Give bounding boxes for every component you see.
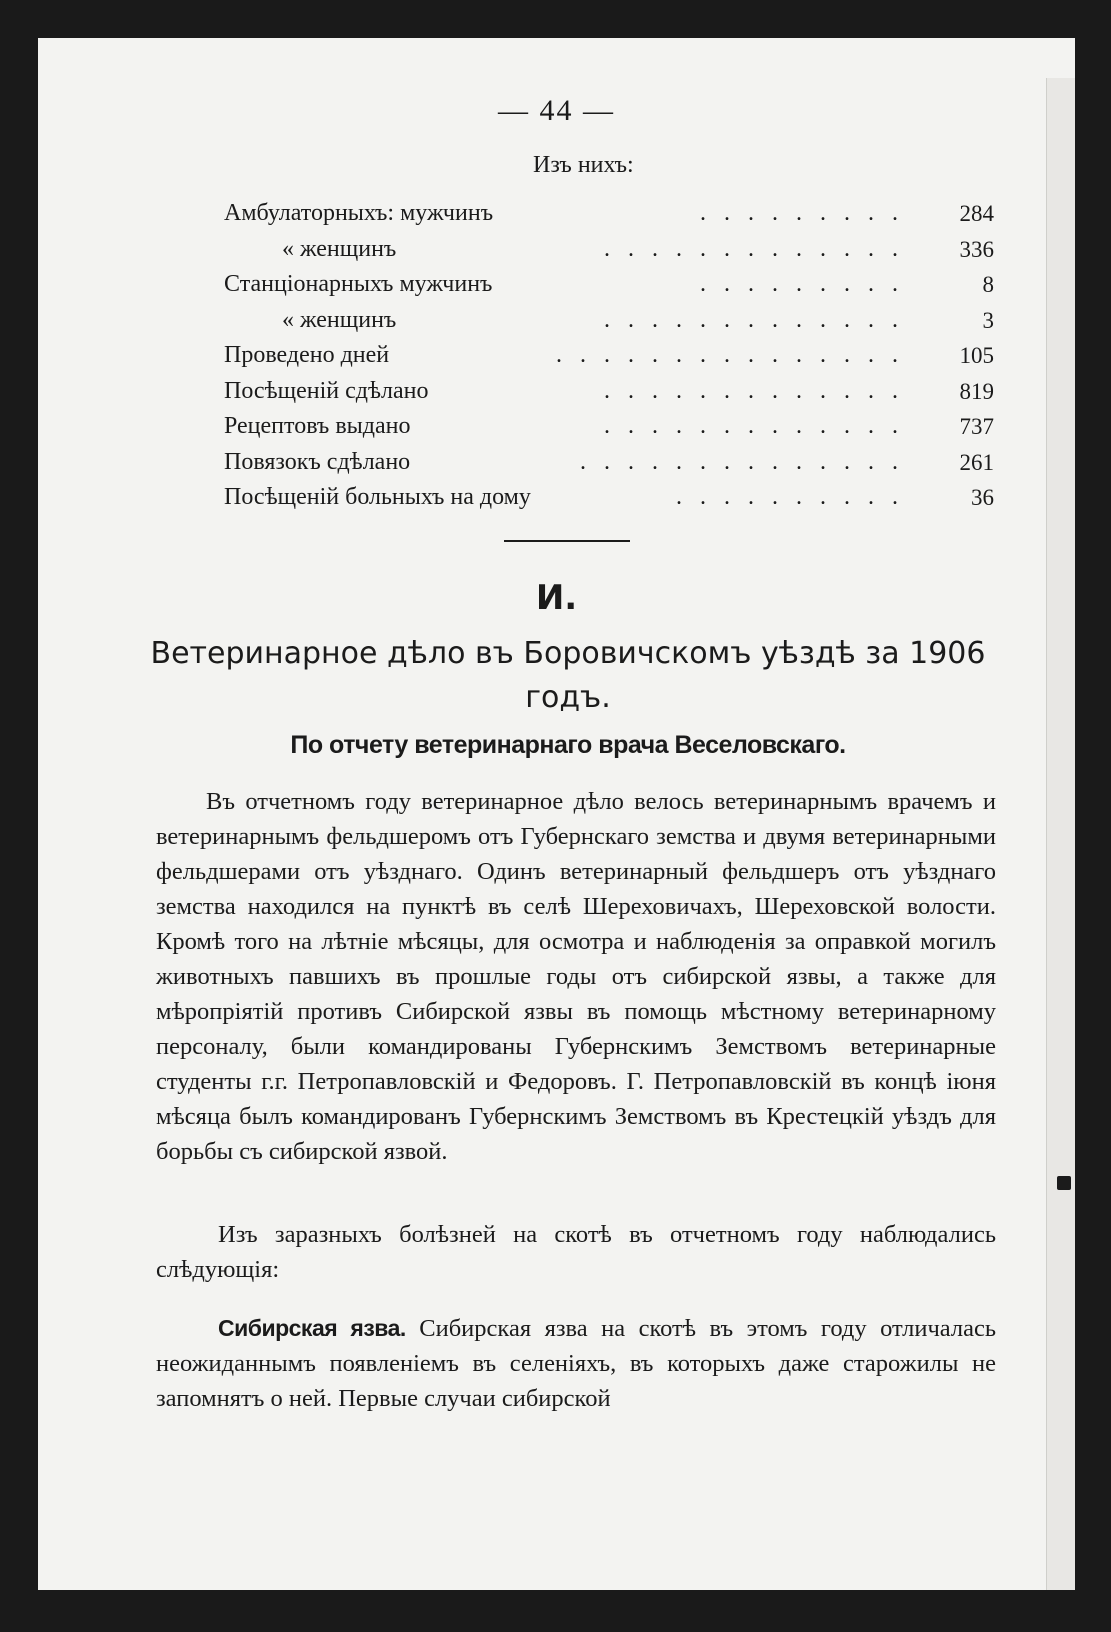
anthrax-term: Сибирская язва. [218,1315,406,1341]
stat-label: « женщинъ [282,235,397,262]
stat-row [224,267,994,303]
stat-row [224,374,994,410]
leader-dots: . . . . . . . . . . . . . [604,235,904,262]
stat-row [224,409,994,445]
anthrax-text: Сибирская язва на скотѣ въ этомъ году отличалась неожиданнымъ появленіемъ въ селеніяхъ, въ которыхъ даже старожилы не запомнятъ о ней. Первые случаи сибирской [156,1315,997,1412]
section-subtitle: По отчету ветеринарнаго врача Веселовскаго. [290,731,846,759]
stat-value: 737 [959,414,994,439]
section-title: Ветеринарное дѣло въ Боровичскомъ уѣздѣ за 1906 годъ. [150,636,986,715]
stat-value: 284 [959,201,994,226]
stat-value: 261 [959,449,994,475]
stat-value: 336 [959,236,994,262]
stat-row [224,232,994,268]
stats-heading: Изъ нихъ: [533,152,634,178]
page-number: — 44 — [498,94,615,127]
paragraph-diseases-intro: Изъ заразныхъ болѣзней на скотѣ въ отчетномъ году наблюдались слѣдующія: [156,1221,996,1283]
stat-label: Повязокъ сдѣлано [224,448,411,475]
stat-row [224,445,994,481]
stat-row [224,480,994,516]
leader-dots: . . . . . . . . . . . . . . [580,448,904,475]
stat-label: Рецептовъ выдано [224,413,411,439]
leader-dots: . . . . . . . . . . . . . [604,413,904,439]
stat-label: Амбулаторныхъ: мужчинъ [224,200,494,226]
stat-label: Посѣщеній больныхъ на дому [224,484,531,510]
leader-dots: . . . . . . . . . . . . . [604,306,904,333]
page-content [38,38,1075,1590]
stat-row [224,196,994,232]
statistics-list [224,196,994,516]
stat-value: 105 [959,343,994,368]
page-tab-mark [1057,1176,1071,1190]
leader-dots: . . . . . . . . . . [676,484,904,510]
stat-value: 819 [959,378,994,404]
stat-label: « женщинъ [282,306,397,333]
paragraph-anthrax [156,1311,996,1416]
leader-dots: . . . . . . . . . [700,200,904,226]
stat-label: Посѣщеній сдѣлано [224,377,429,404]
stat-value: 36 [971,485,994,510]
section-divider [504,540,630,542]
stat-value: 3 [982,307,994,333]
leader-dots: . . . . . . . . . . . . . . . [556,342,904,368]
section-letter: И. [535,578,578,618]
stat-row [224,303,994,339]
stat-value: 8 [982,272,994,297]
leader-dots: . . . . . . . . . [700,271,904,297]
stat-row [224,338,994,374]
document-page [38,38,1075,1590]
stat-label: Станціонарныхъ мужчинъ [224,271,493,297]
leader-dots: . . . . . . . . . . . . . [604,377,904,404]
paragraph-staffing: Въ отчетномъ году ветеринарное дѣло велось ветеринарнымъ врачемъ и ветеринарнымъ фельдшеромъ отъ Губернскаго земства и двумя ветеринарными фельдшерами отъ уѣзднаго. Одинъ ветеринарный фельдшеръ отъ уѣзднаго земства находился на пунктѣ въ селѣ Шереховичахъ, Шереховской волости. Кромѣ того на лѣтніе мѣсяцы, для осмотра и наблюденія за оправкой могилъ животныхъ павшихъ въ прошлые годы отъ сибирской язвы, а также для мѣропріятій противъ Сибирской язвы въ помощь мѣстному ветеринарному персоналу, были командированы Губернскимъ Земствомъ ветеринарные студенты г.г. Петропавловскій и Федоровъ. Г. Петропавловскій въ концѣ іюня мѣсяца былъ командированъ Губернскимъ Земствомъ въ Крестецкій уѣздъ для борьбы съ сибирской язвой. [156,788,996,1165]
stat-label: Проведено дней [224,342,390,368]
